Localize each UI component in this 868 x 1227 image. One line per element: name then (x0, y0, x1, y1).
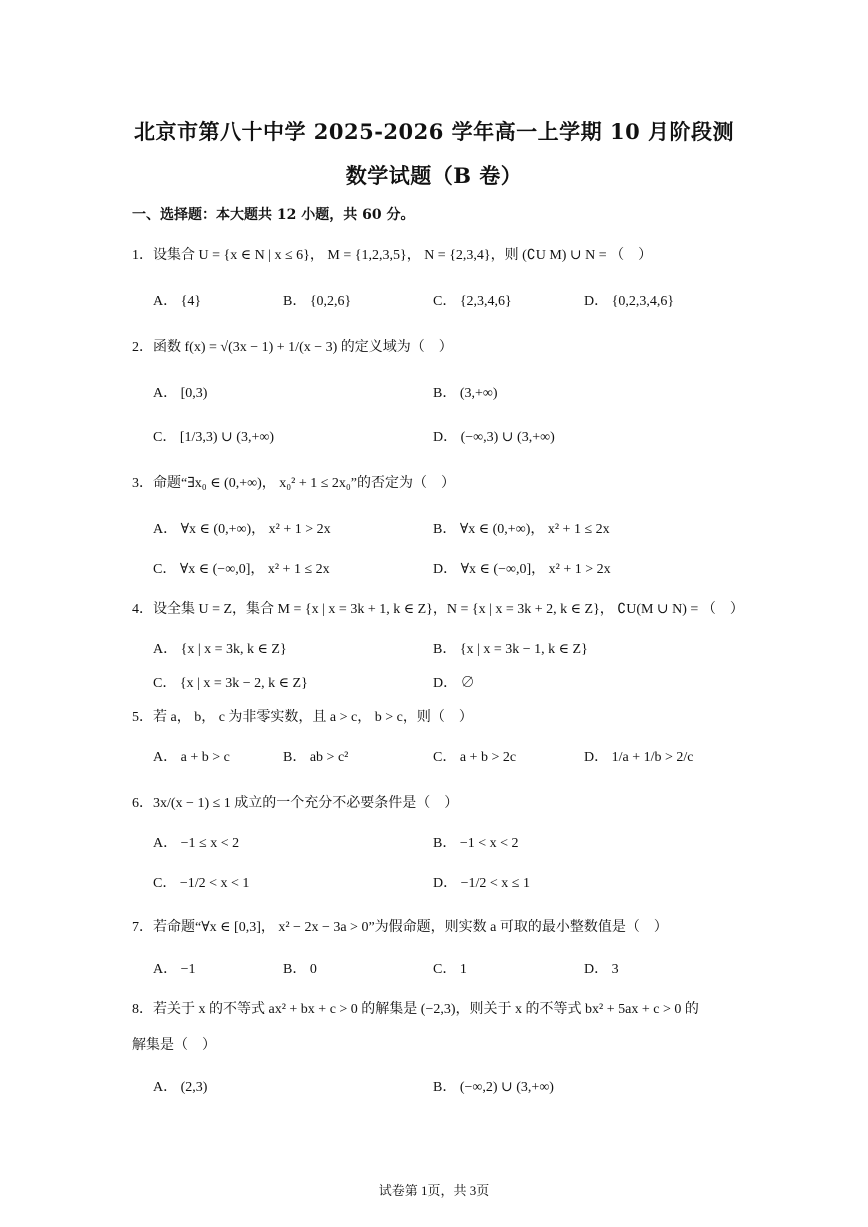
question-7-option-d: D． 3 (584, 962, 619, 977)
question-8-stem-line2: 解集是（ ） (132, 1038, 216, 1053)
question-5-option-c: C． a + b > 2c (433, 750, 517, 765)
page-footer: 试卷第 1页，共 3页 (378, 1183, 490, 1198)
question-3-option-c: C． ∀x ∈ (−∞,0]， x² + 1 ≤ 2x (153, 562, 330, 577)
question-7-option-b: B． 0 (283, 962, 317, 977)
question-1-option-b: B． {0,2,6} (283, 294, 352, 309)
question-4-option-b: B． {x | x = 3k − 1, k ∈ Z} (433, 642, 588, 657)
question-6-option-a: A． −1 ≤ x < 2 (153, 836, 240, 851)
question-7-option-c: C． 1 (433, 962, 467, 977)
question-7-option-a: A． −1 (153, 962, 196, 977)
question-3-stem: 3．命题“∃x₀ ∈ (0,+∞)， x₀² + 1 ≤ 2x₀”的否定为（ ） (132, 476, 456, 491)
question-6-option-c: C． −1/2 < x < 1 (153, 876, 250, 891)
section-heading: 一、选择题：本大题共 12 小题，共 60 分。 (132, 207, 415, 223)
question-6-option-b: B． −1 < x < 2 (433, 836, 519, 851)
question-4-option-c: C． {x | x = 3k − 2, k ∈ Z} (153, 676, 308, 691)
question-3-option-b: B． ∀x ∈ (0,+∞)， x² + 1 ≤ 2x (433, 522, 610, 537)
question-2-option-a: A． [0,3) (153, 386, 208, 401)
question-4-stem: 4．设全集 U = Z，集合 M = {x | x = 3k + 1, k ∈ Z}，N = {x | x = 3k + 2, k ∈ Z}， ∁U(M ∪ N) = （ ） (132, 602, 744, 617)
question-8-option-a: A． (2,3) (153, 1080, 208, 1095)
question-7-stem: 7．若命题“∀x ∈ [0,3]， x² − 2x − 3a > 0”为假命题，则实数 a 可取的最小整数值是（ ） (132, 920, 668, 935)
question-8-option-b: B． (−∞,2) ∪ (3,+∞) (433, 1080, 554, 1095)
question-8-stem-line1: 8．若关于 x 的不等式 ax² + bx + c > 0 的解集是 (−2,3)，则关于 x 的不等式 bx² + 5ax + c > 0 的 (132, 1002, 699, 1017)
exam-title-line2: 数学试题（B 卷） (345, 163, 523, 188)
question-3-option-a: A． ∀x ∈ (0,+∞)， x² + 1 > 2x (153, 522, 331, 537)
question-2-option-c: C． [1/3,3) ∪ (3,+∞) (153, 430, 274, 445)
question-4-option-d: D． ∅ (433, 676, 475, 691)
question-5-option-a: A． a + b > c (153, 750, 230, 765)
question-1-stem: 1．设集合 U = {x ∈ N | x ≤ 6}， M = {1,2,3,5}， N = {2,3,4}，则 (∁U M) ∪ N = （ ） (132, 248, 653, 263)
question-1-option-a: A． {4} (153, 294, 202, 309)
question-5-option-d: D． 1/a + 1/b > 2/c (584, 750, 694, 765)
question-5-option-b: B． ab > c² (283, 750, 349, 765)
question-6-option-d: D． −1/2 < x ≤ 1 (433, 876, 530, 891)
question-6-stem: 6．3x/(x − 1) ≤ 1 成立的一个充分不必要条件是（ ） (132, 796, 459, 811)
question-2-option-d: D． (−∞,3) ∪ (3,+∞) (433, 430, 555, 445)
question-2-option-b: B． (3,+∞) (433, 386, 498, 401)
question-2-stem: 2．函数 f(x) = √(3x − 1) + 1/(x − 3) 的定义域为（ ） (132, 340, 453, 355)
exam-title-line1: 北京市第八十中学 2025-2026 学年高一上学期 10 月阶段测 (133, 119, 735, 144)
question-1-option-d: D． {0,2,3,4,6} (584, 294, 675, 309)
question-5-stem: 5．若 a， b， c 为非零实数，且 a > c， b > c，则（ ） (132, 710, 473, 725)
question-3-option-d: D． ∀x ∈ (−∞,0]， x² + 1 > 2x (433, 562, 611, 577)
question-4-option-a: A． {x | x = 3k, k ∈ Z} (153, 642, 287, 657)
question-1-option-c: C． {2,3,4,6} (433, 294, 512, 309)
